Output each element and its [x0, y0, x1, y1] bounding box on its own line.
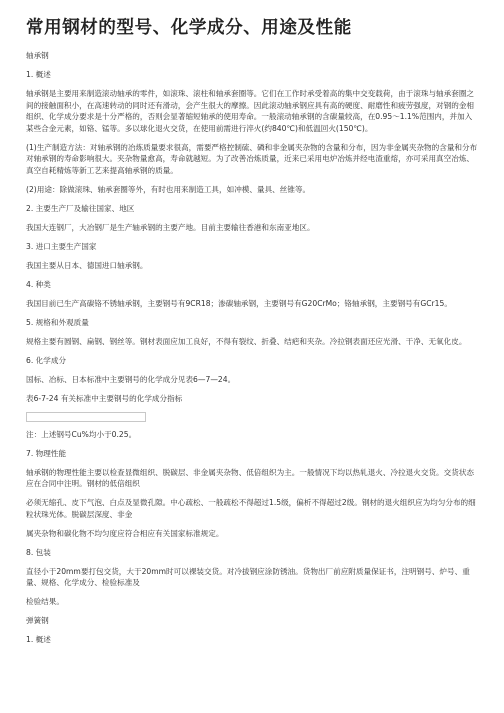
subsection-heading: 6. 化学成分	[26, 355, 67, 365]
paragraph: 国标、冶标、日本标准中主要钢号的化学成分见表6—7—24。	[26, 374, 236, 384]
subsection-heading: 8. 包装	[26, 547, 51, 557]
paragraph: 轴承钢是主要用来制造滚动轴承的零件，如滚珠、滚柱和轴承套圈等。它们在工作时承受着高的集中交变载荷，由于滚珠与轴承套圈之间的接触面积小，在高速转动的同时还有滑动，会产生很大的摩擦。因此滚动轴承钢应具有高的硬度、耐磨性和疲劳强度，对钢的金相组织、化学成分要求是十分严格的，否则会显著缩短轴承的使用寿命。一般滚动轴承钢的含碳量较高，在0.95～1.1%范围内，并加入某些合金元素，如铬、锰等。多以球化退火交货，在使用前需进行淬火(约840℃)和低温回火(150℃)。	[26, 88, 475, 133]
page-title: 常用钢材的型号、化学成分、用途及性能	[26, 18, 352, 38]
subsection-heading: 1. 概述	[26, 69, 51, 79]
paragraph: (1)生产制造方法：对轴承钢的冶炼质量要求很高，需要严格控制硫、磷和非金属夹杂物的含量和分布，因为非金属夹杂物的含量和分布对轴承钢的寿命影响很大。夹杂物量愈高，寿命就越短。为了改善冶炼质量，近来已采用电炉冶炼并经电渣重熔，亦可采用真空冶炼、真空自耗精炼等新工艺来提高轴承钢的质量。	[26, 142, 478, 175]
paragraph: 我国目前已生产高碳铬不锈轴承钢，主要钢号有9CR18；渗碳轴承钢，主要钢号有G20CrMo；铬轴承钢，主要钢号有GCr15。	[26, 298, 452, 308]
paragraph: 直径小于20mm要打包交货，大于20mm时可以裸装交货。对冷拔钢应涂防锈油。货物出厂前应附质量保证书，注明钢号、炉号、重量、规格、化学成分、检验标准及	[26, 566, 470, 588]
paragraph: 检验结果。	[26, 597, 64, 607]
paragraph: 我国大连钢厂，大冶钢厂是生产轴承钢的主要产地。目前主要输往香港和东南亚地区。	[26, 222, 315, 232]
paragraph: 必须无缩孔、皮下气泡、白点及显微孔隙。中心疏松、一般疏松不得超过1.5级，偏析不得超过2级。钢材的退火组织应为均匀分布的细粒状珠光体。脱碳层深度、非金	[26, 498, 476, 519]
section-heading: 弹簧钢	[26, 616, 49, 626]
subsection-heading: 4. 种类	[26, 279, 51, 289]
table-note: 注：上述钢号Cu%均小于0.25。	[26, 429, 137, 439]
subsection-heading: 3. 进口主要生产国家	[26, 241, 97, 251]
subsection-heading: 5. 规格和外观质量	[26, 317, 89, 327]
subsection-heading: 2. 主要生产厂及输往国家、地区	[26, 203, 135, 213]
paragraph: 规格主要有圆钢、扁钢、钢丝等。钢材表面应加工良好，不得有裂纹、折叠、结疤和夹杂。冷拉钢表面还应光滑、干净、无氧化皮。	[26, 336, 467, 346]
paragraph: 我国主要从日本、德国进口轴承钢。	[26, 260, 148, 270]
paragraph: (2)用途：除做滚珠、轴承套圈等外，有时也用来制造工具，如冲模、量具、丝锥等。	[26, 184, 311, 194]
paragraph: 属夹杂物和碳化物不均匀度应符合相应有关国家标准规定。	[26, 528, 224, 538]
subsection-heading: 1. 概述	[26, 635, 51, 645]
table-image-placeholder	[26, 412, 146, 422]
table-caption: 表6-7-24 有关标准中主要钢号的化学成分指标	[26, 393, 183, 403]
section-heading: 轴承钢	[26, 51, 49, 60]
paragraph: 轴承钢的物理性能主要以检查显微组织、脱碳层、非金属夹杂物、低倍组织为主。一般情况下均以热轧退火、冷拉退火交货。交货状态应在合同中注明。钢材的低倍组织	[26, 467, 475, 489]
subsection-heading: 7. 物理性能	[26, 448, 67, 458]
